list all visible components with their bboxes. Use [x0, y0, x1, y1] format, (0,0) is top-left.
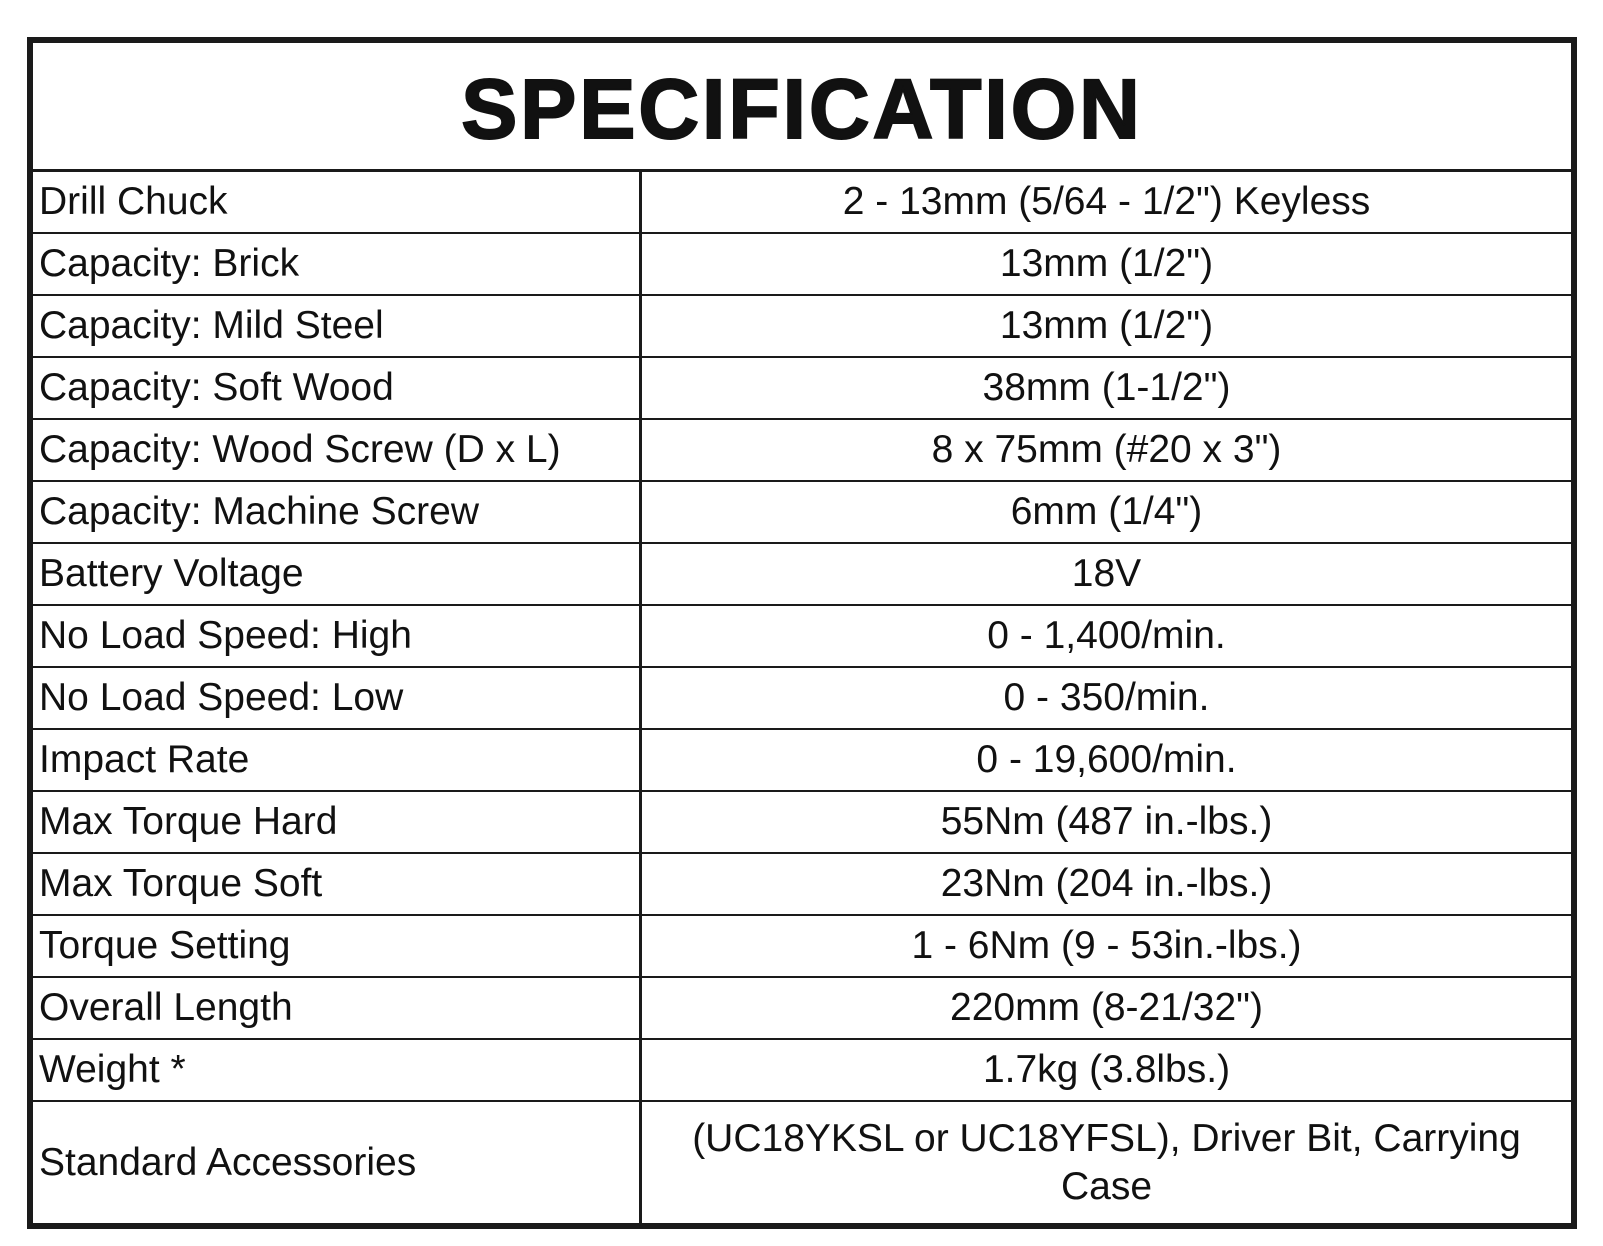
table-row [33, 1102, 1571, 1223]
spec-label: Capacity: Machine Screw [33, 482, 642, 542]
spec-label: Weight * [33, 1040, 642, 1100]
spec-value: 2 - 13mm (5/64 - 1/2") Keyless [842, 180, 1371, 224]
spec-value: 6mm (1/4") [1010, 490, 1203, 534]
table-row [33, 1040, 1571, 1102]
spec-label: Max Torque Soft [33, 854, 642, 914]
table-row [33, 544, 1571, 606]
spec-label: Battery Voltage [33, 544, 642, 604]
table-row [33, 234, 1571, 296]
spec-label: Torque Setting [33, 916, 642, 976]
spec-value: 0 - 350/min. [1003, 676, 1210, 720]
spec-label: Overall Length [33, 978, 642, 1038]
table-row [33, 668, 1571, 730]
table-row [33, 730, 1571, 792]
spec-label: Capacity: Soft Wood [33, 358, 642, 418]
table-row [33, 916, 1571, 978]
table-row [33, 978, 1571, 1040]
table-row [33, 482, 1571, 544]
spec-value: 55Nm (487 in.-lbs.) [940, 800, 1273, 844]
spec-value: 13mm (1/2") [999, 242, 1214, 286]
table-row [33, 358, 1571, 420]
spec-value: 18V [1071, 552, 1142, 596]
spec-label: Max Torque Hard [33, 792, 642, 852]
spec-value: 0 - 19,600/min. [976, 738, 1237, 782]
spec-label: Capacity: Wood Screw (D x L) [33, 420, 642, 480]
spec-value: 220mm (8-21/32") [950, 986, 1263, 1030]
table-row [33, 792, 1571, 854]
spec-label: Drill Chuck [33, 172, 642, 232]
spec-label: No Load Speed: Low [33, 668, 642, 728]
title-row [33, 43, 1571, 172]
spec-label: Capacity: Brick [33, 234, 642, 294]
spec-value: 0 - 1,400/min. [987, 614, 1226, 658]
spec-value: 1 - 6Nm (9 - 53in.-lbs.) [911, 924, 1302, 968]
spec-value: 13mm (1/2") [999, 304, 1214, 348]
table-row [33, 420, 1571, 482]
table-title: SPECIFICATION [461, 62, 1143, 156]
table-row [33, 606, 1571, 668]
spec-label: Capacity: Mild Steel [33, 296, 642, 356]
spec-value: 1.7kg (3.8lbs.) [982, 1048, 1231, 1092]
spec-value: 8 x 75mm (#20 x 3") [931, 428, 1282, 472]
spec-value: 23Nm (204 in.-lbs.) [940, 862, 1273, 906]
specification-table [27, 37, 1577, 1229]
table-row [33, 854, 1571, 916]
table-row [33, 296, 1571, 358]
spec-label: No Load Speed: High [33, 606, 642, 666]
spec-value: (UC18YKSL or UC18YFSL), Driver Bit, Carrying Case [692, 1116, 1521, 1208]
spec-rows [33, 172, 1571, 1223]
table-row [33, 172, 1571, 234]
spec-label: Impact Rate [33, 730, 642, 790]
spec-value: 38mm (1-1/2") [982, 366, 1231, 410]
spec-label: Standard Accessories [33, 1102, 642, 1223]
